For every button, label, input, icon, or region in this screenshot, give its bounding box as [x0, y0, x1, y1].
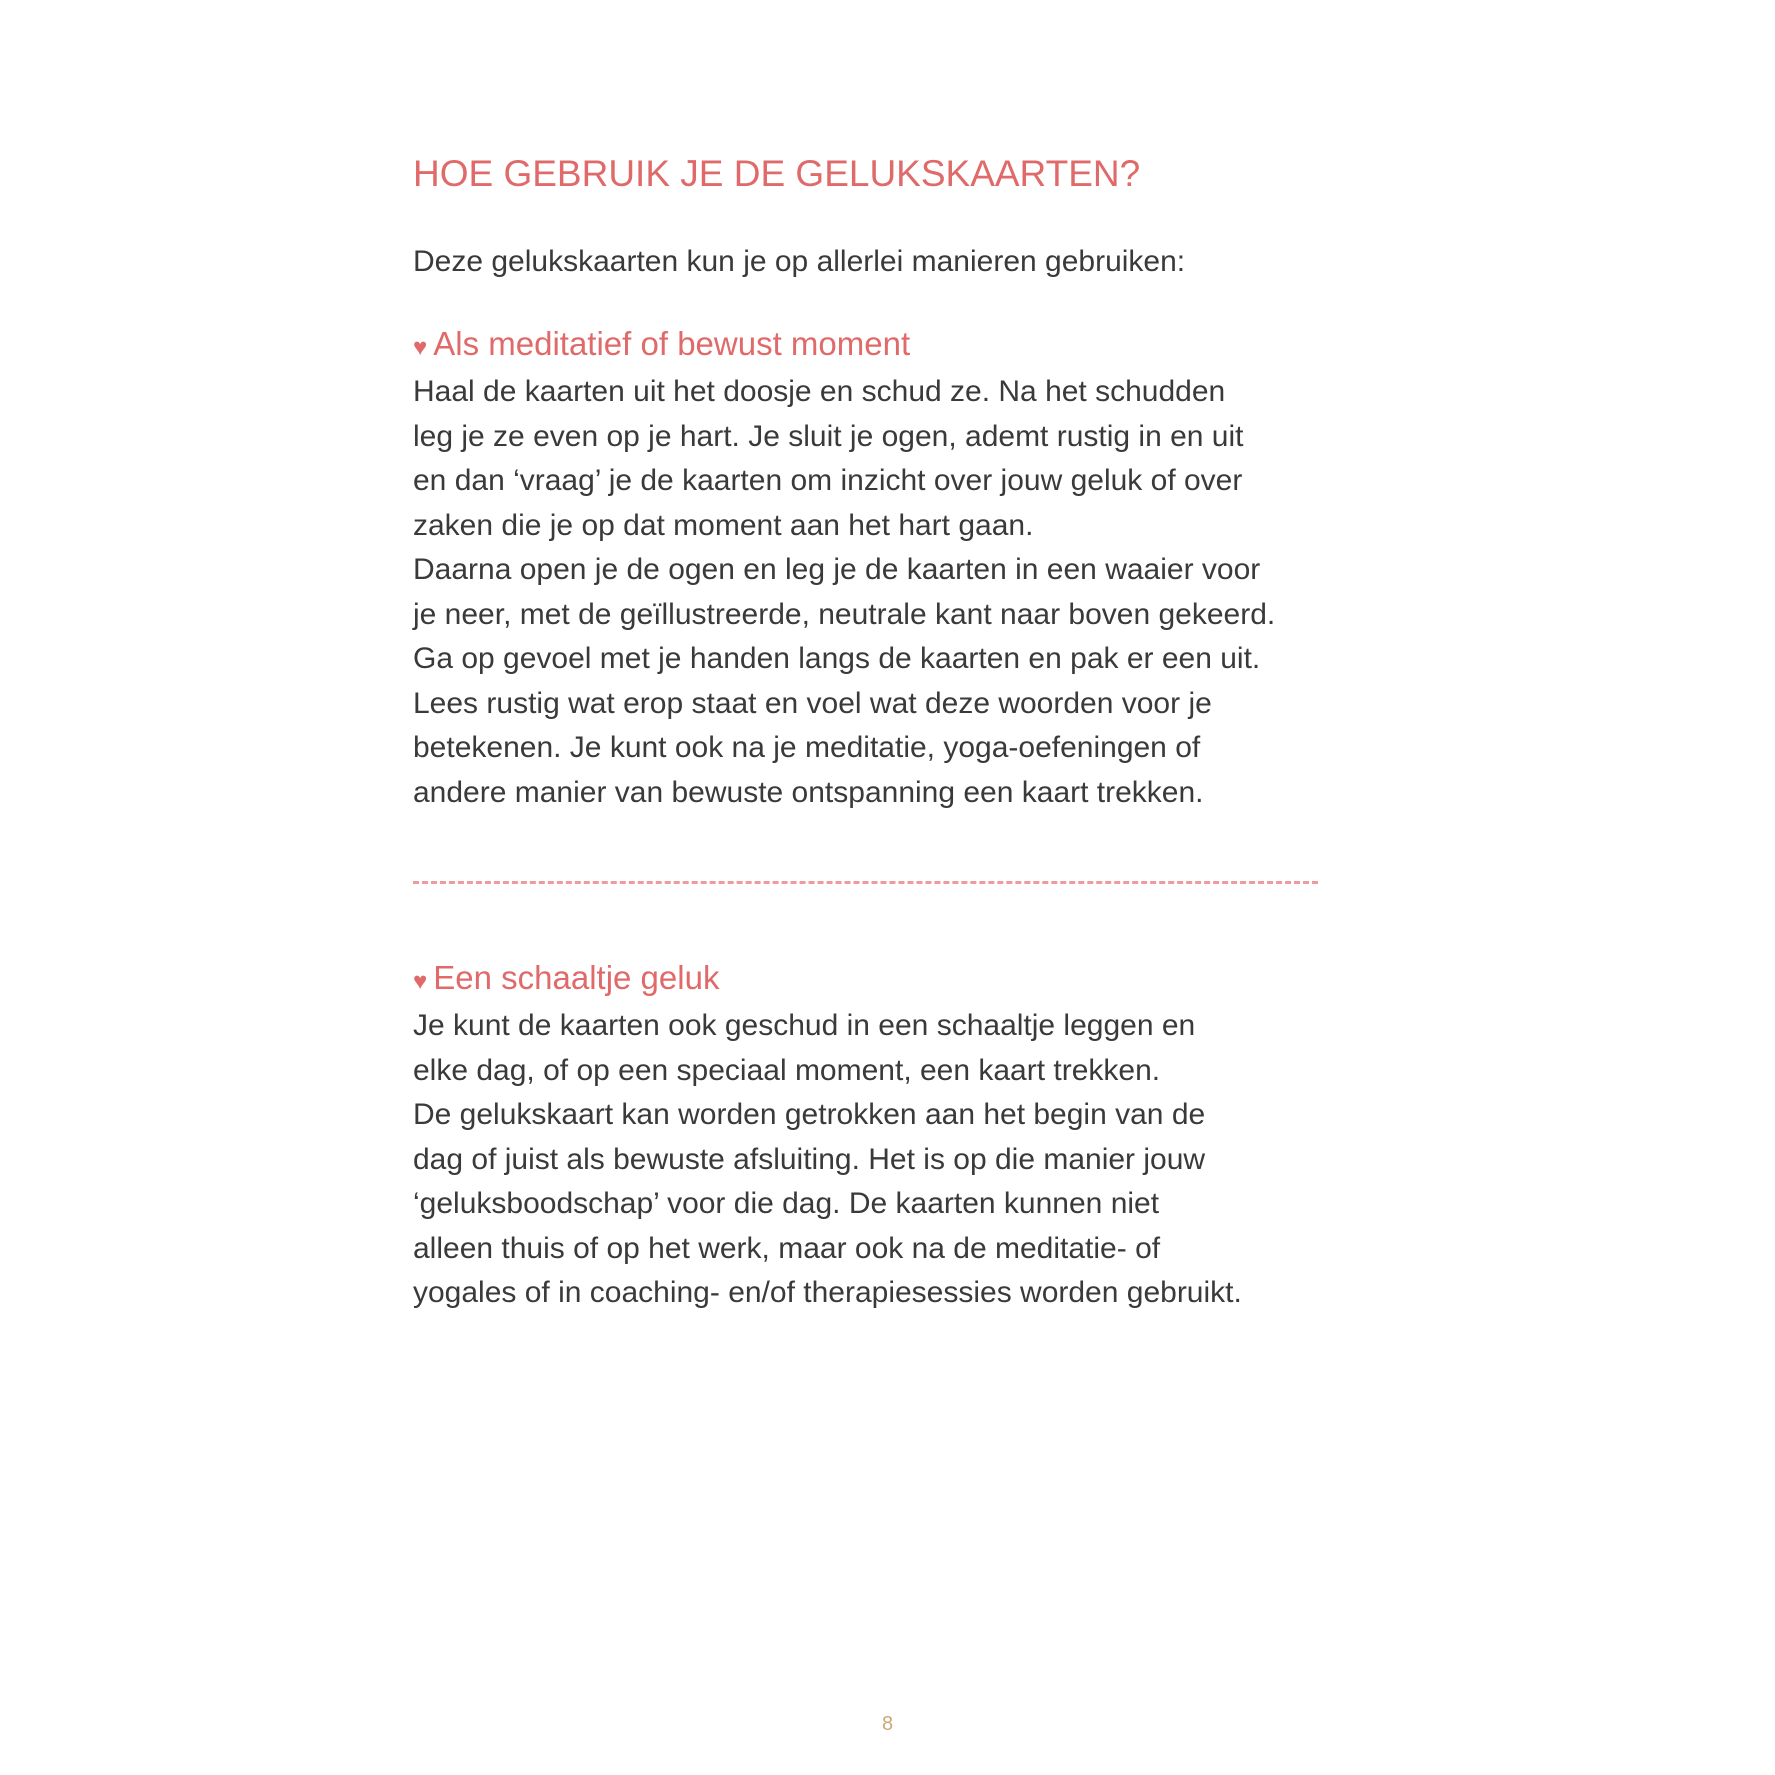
text-line: ‘geluksboodschap’ voor die dag. De kaarten kunnen niet — [413, 1187, 1160, 1220]
text-line: yogales of in coaching- en/of therapiesessies worden gebruikt. — [413, 1276, 1242, 1309]
text-line: Haal de kaarten uit het doosje en schud ze. Na het schudden — [413, 375, 1226, 408]
text-line: elke dag, of op een speciaal moment, een kaart trekken. — [413, 1053, 1161, 1087]
text-line: Lees rustig wat erop staat en voel wat deze woorden voor je — [413, 686, 1212, 720]
section-meditative — [413, 322, 1353, 815]
dashed-divider — [413, 881, 1318, 884]
text-line: andere manier van bewuste ontspanning een kaart trekken. — [413, 775, 1204, 809]
section-heading-meditative — [413, 322, 1353, 370]
text-line: zaken die je op dat moment aan het hart gaan. — [413, 508, 1034, 542]
section-body-meditative — [413, 370, 1353, 815]
text-line: Daarna open je de ogen en leg je de kaarten in een waaier voor — [413, 553, 1261, 586]
text-line: alleen thuis of op het werk, maar ook na de meditatie- of — [413, 1231, 1161, 1265]
section-heading-bowl — [413, 956, 1353, 1004]
text-line: leg je ze even op je hart. Je sluit je ogen, ademt rustig in en uit — [413, 419, 1244, 453]
section-body-bowl — [413, 1004, 1353, 1316]
intro-text: Deze gelukskaarten kun je op allerlei manieren gebruiken: — [413, 245, 1186, 278]
text-line: Ga op gevoel met je handen langs de kaarten en pak er een uit. — [413, 642, 1261, 675]
text-line: en dan ‘vraag’ je de kaarten om inzicht over jouw geluk of over — [413, 464, 1243, 497]
section-heading-text: Een schaaltje geluk — [433, 959, 720, 996]
text-line: je neer, met de geïllustreerde, neutrale kant naar boven gekeerd. — [413, 597, 1276, 631]
page-title: HOE GEBRUIK JE DE GELUKSKAARTEN? — [413, 153, 1141, 194]
text-line: dag of juist als bewuste afsluiting. Het is op die manier jouw — [413, 1142, 1206, 1176]
text-line: betekenen. Je kunt ook na je meditatie, yoga-oefeningen of — [413, 731, 1201, 764]
text-line: Je kunt de kaarten ook geschud in een schaaltje leggen en — [413, 1009, 1196, 1042]
heart-icon: ♥ — [413, 334, 428, 361]
text-line: De gelukskaart kan worden getrokken aan het begin van de — [413, 1098, 1206, 1131]
page-content — [413, 150, 1353, 1316]
section-bowl — [413, 956, 1353, 1316]
page-number: 8 — [881, 1713, 894, 1735]
section-heading-text: Als meditatief of bewust moment — [433, 325, 911, 362]
heart-icon: ♥ — [413, 968, 428, 995]
